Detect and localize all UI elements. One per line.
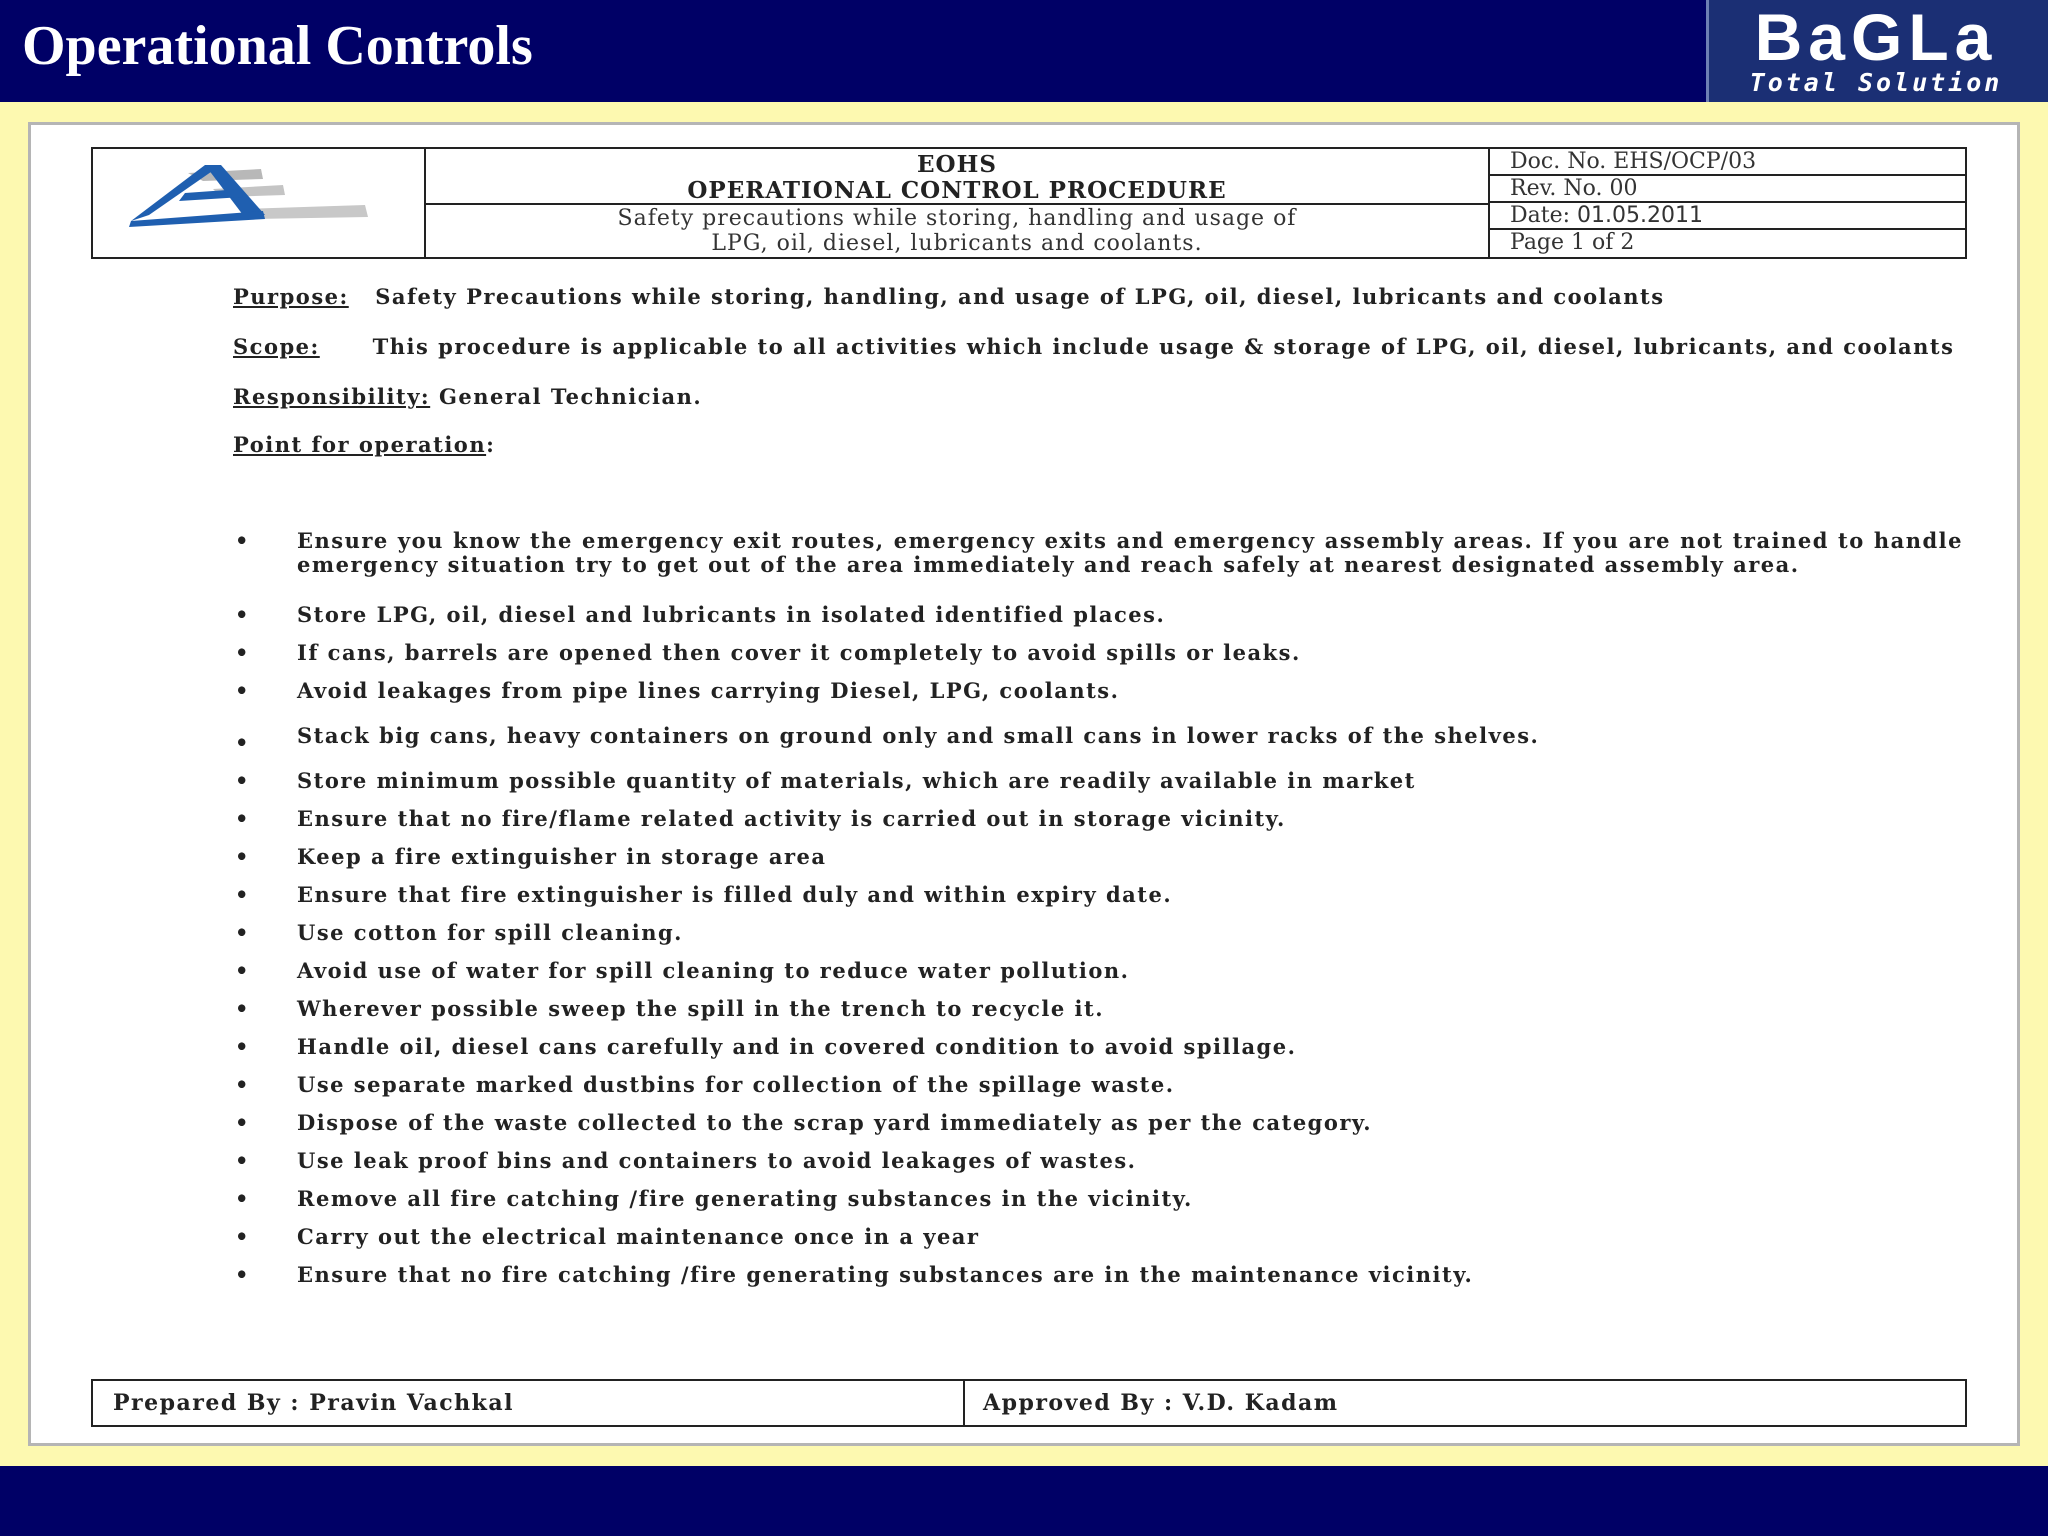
points-heading xyxy=(233,433,1963,457)
list-item: • Store minimum possible quantity of materials, which are readily available in market xyxy=(235,768,1416,793)
company-logo-cell xyxy=(93,149,426,257)
list-item: • Ensure that fire extinguisher is filled duly and within expiry date. xyxy=(235,882,1173,907)
list-item: • Remove all fire catching /fire generating substances in the vicinity. xyxy=(235,1186,1193,1211)
logo-tagline: Total Solution xyxy=(1749,68,2003,97)
list-item: • Carry out the electrical maintenance once in a year xyxy=(235,1224,980,1249)
org-name: EOHS xyxy=(917,151,997,178)
list-item: • Keep a fire extinguisher in storage area xyxy=(235,844,827,869)
list-item: • Use separate marked dustbins for collection of the spillage waste. xyxy=(235,1072,1175,1097)
subject-line-1: Safety precautions while storing, handling and usage of xyxy=(617,206,1297,231)
responsibility-text: General Technician. xyxy=(438,384,703,409)
subject-line-2: LPG, oil, diesel, lubricants and coolants. xyxy=(711,231,1203,256)
company-logo-icon xyxy=(93,149,426,257)
logo-wordmark: BaGLa xyxy=(1754,0,1998,74)
document-date xyxy=(1490,203,1965,230)
scope-text: This procedure is applicable to all activities which include usage & storage of LPG, oil, diesel, lubricants, and coolants xyxy=(372,334,1955,359)
purpose-section xyxy=(233,285,1963,309)
list-item: • Dispose of the waste collected to the scrap yard immediately as per the category. xyxy=(235,1110,1373,1135)
list-item: • Wherever possible sweep the spill in the trench to recycle it. xyxy=(235,996,1105,1021)
approved-by: Approved By : V.D. Kadam xyxy=(983,1390,1339,1416)
date-value: 01.05.2011 xyxy=(1577,203,1703,228)
purpose-label: Purpose: xyxy=(233,284,349,309)
responsibility-label: Responsibility: xyxy=(233,384,431,409)
slide-title: Operational Controls xyxy=(22,15,533,77)
points-label: Point for operation xyxy=(233,432,487,457)
list-item: • If cans, barrels are opened then cover it completely to avoid spills or leaks. xyxy=(235,640,1301,665)
list-item: • Ensure you know the emergency exit routes, emergency exits and emergency assembly areas. If you are not trained to handle emergency situation try to get out of the area immediately and reach safely at nearest designated assembly area. xyxy=(235,528,1963,577)
operation-points-list xyxy=(233,529,1963,1287)
purpose-text: Safety Precautions while storing, handling, and usage of LPG, oil, diesel, lubricants and coolants xyxy=(375,284,1665,309)
document-page xyxy=(28,122,2020,1446)
bagla-logo xyxy=(1706,0,2048,102)
list-item: • Store LPG, oil, diesel and lubricants in isolated identified places. xyxy=(235,602,1166,627)
procedure-title-cell xyxy=(426,149,1490,257)
responsibility-section xyxy=(233,385,1963,409)
list-item: • Avoid use of water for spill cleaning to reduce water pollution. xyxy=(235,958,1130,983)
date-label: Date: xyxy=(1510,203,1571,228)
revision-number: Rev. No. 00 xyxy=(1490,176,1965,203)
list-item: • Stack big cans, heavy containers on ground only and small cans in lower racks of the shelves. xyxy=(235,723,1540,755)
list-item: • Use leak proof bins and containers to avoid leakages of wastes. xyxy=(235,1148,1137,1173)
document-meta-cell xyxy=(1490,149,1965,257)
list-item: • Ensure that no fire/flame related activity is carried out in storage vicinity. xyxy=(235,806,1286,831)
document-body xyxy=(233,285,1963,457)
procedure-title xyxy=(426,149,1488,205)
scope-label: Scope: xyxy=(233,334,320,359)
list-item: • Use cotton for spill cleaning. xyxy=(235,920,683,945)
points-colon: : xyxy=(486,432,496,457)
page-number: Page 1 of 2 xyxy=(1510,230,1635,255)
list-item: • Ensure that no fire catching /fire generating substances are in the maintenance vicinity. xyxy=(235,1262,1474,1287)
signature-footer-table xyxy=(91,1379,1967,1427)
document-header-table xyxy=(91,147,1967,259)
procedure-subject xyxy=(426,205,1488,256)
list-item: • Handle oil, diesel cans carefully and in covered condition to avoid spillage. xyxy=(235,1034,1297,1059)
bottom-bar xyxy=(0,1466,2048,1536)
scope-section xyxy=(233,335,1963,359)
title-bar xyxy=(0,0,2048,102)
procedure-name: OPERATIONAL CONTROL PROCEDURE xyxy=(687,177,1227,204)
doc-number: Doc. No. EHS/OCP/03 xyxy=(1490,149,1965,176)
list-item: • Avoid leakages from pipe lines carrying Diesel, LPG, coolants. xyxy=(235,678,1120,703)
prepared-by: Prepared By : Pravin Vachkal xyxy=(93,1381,965,1425)
